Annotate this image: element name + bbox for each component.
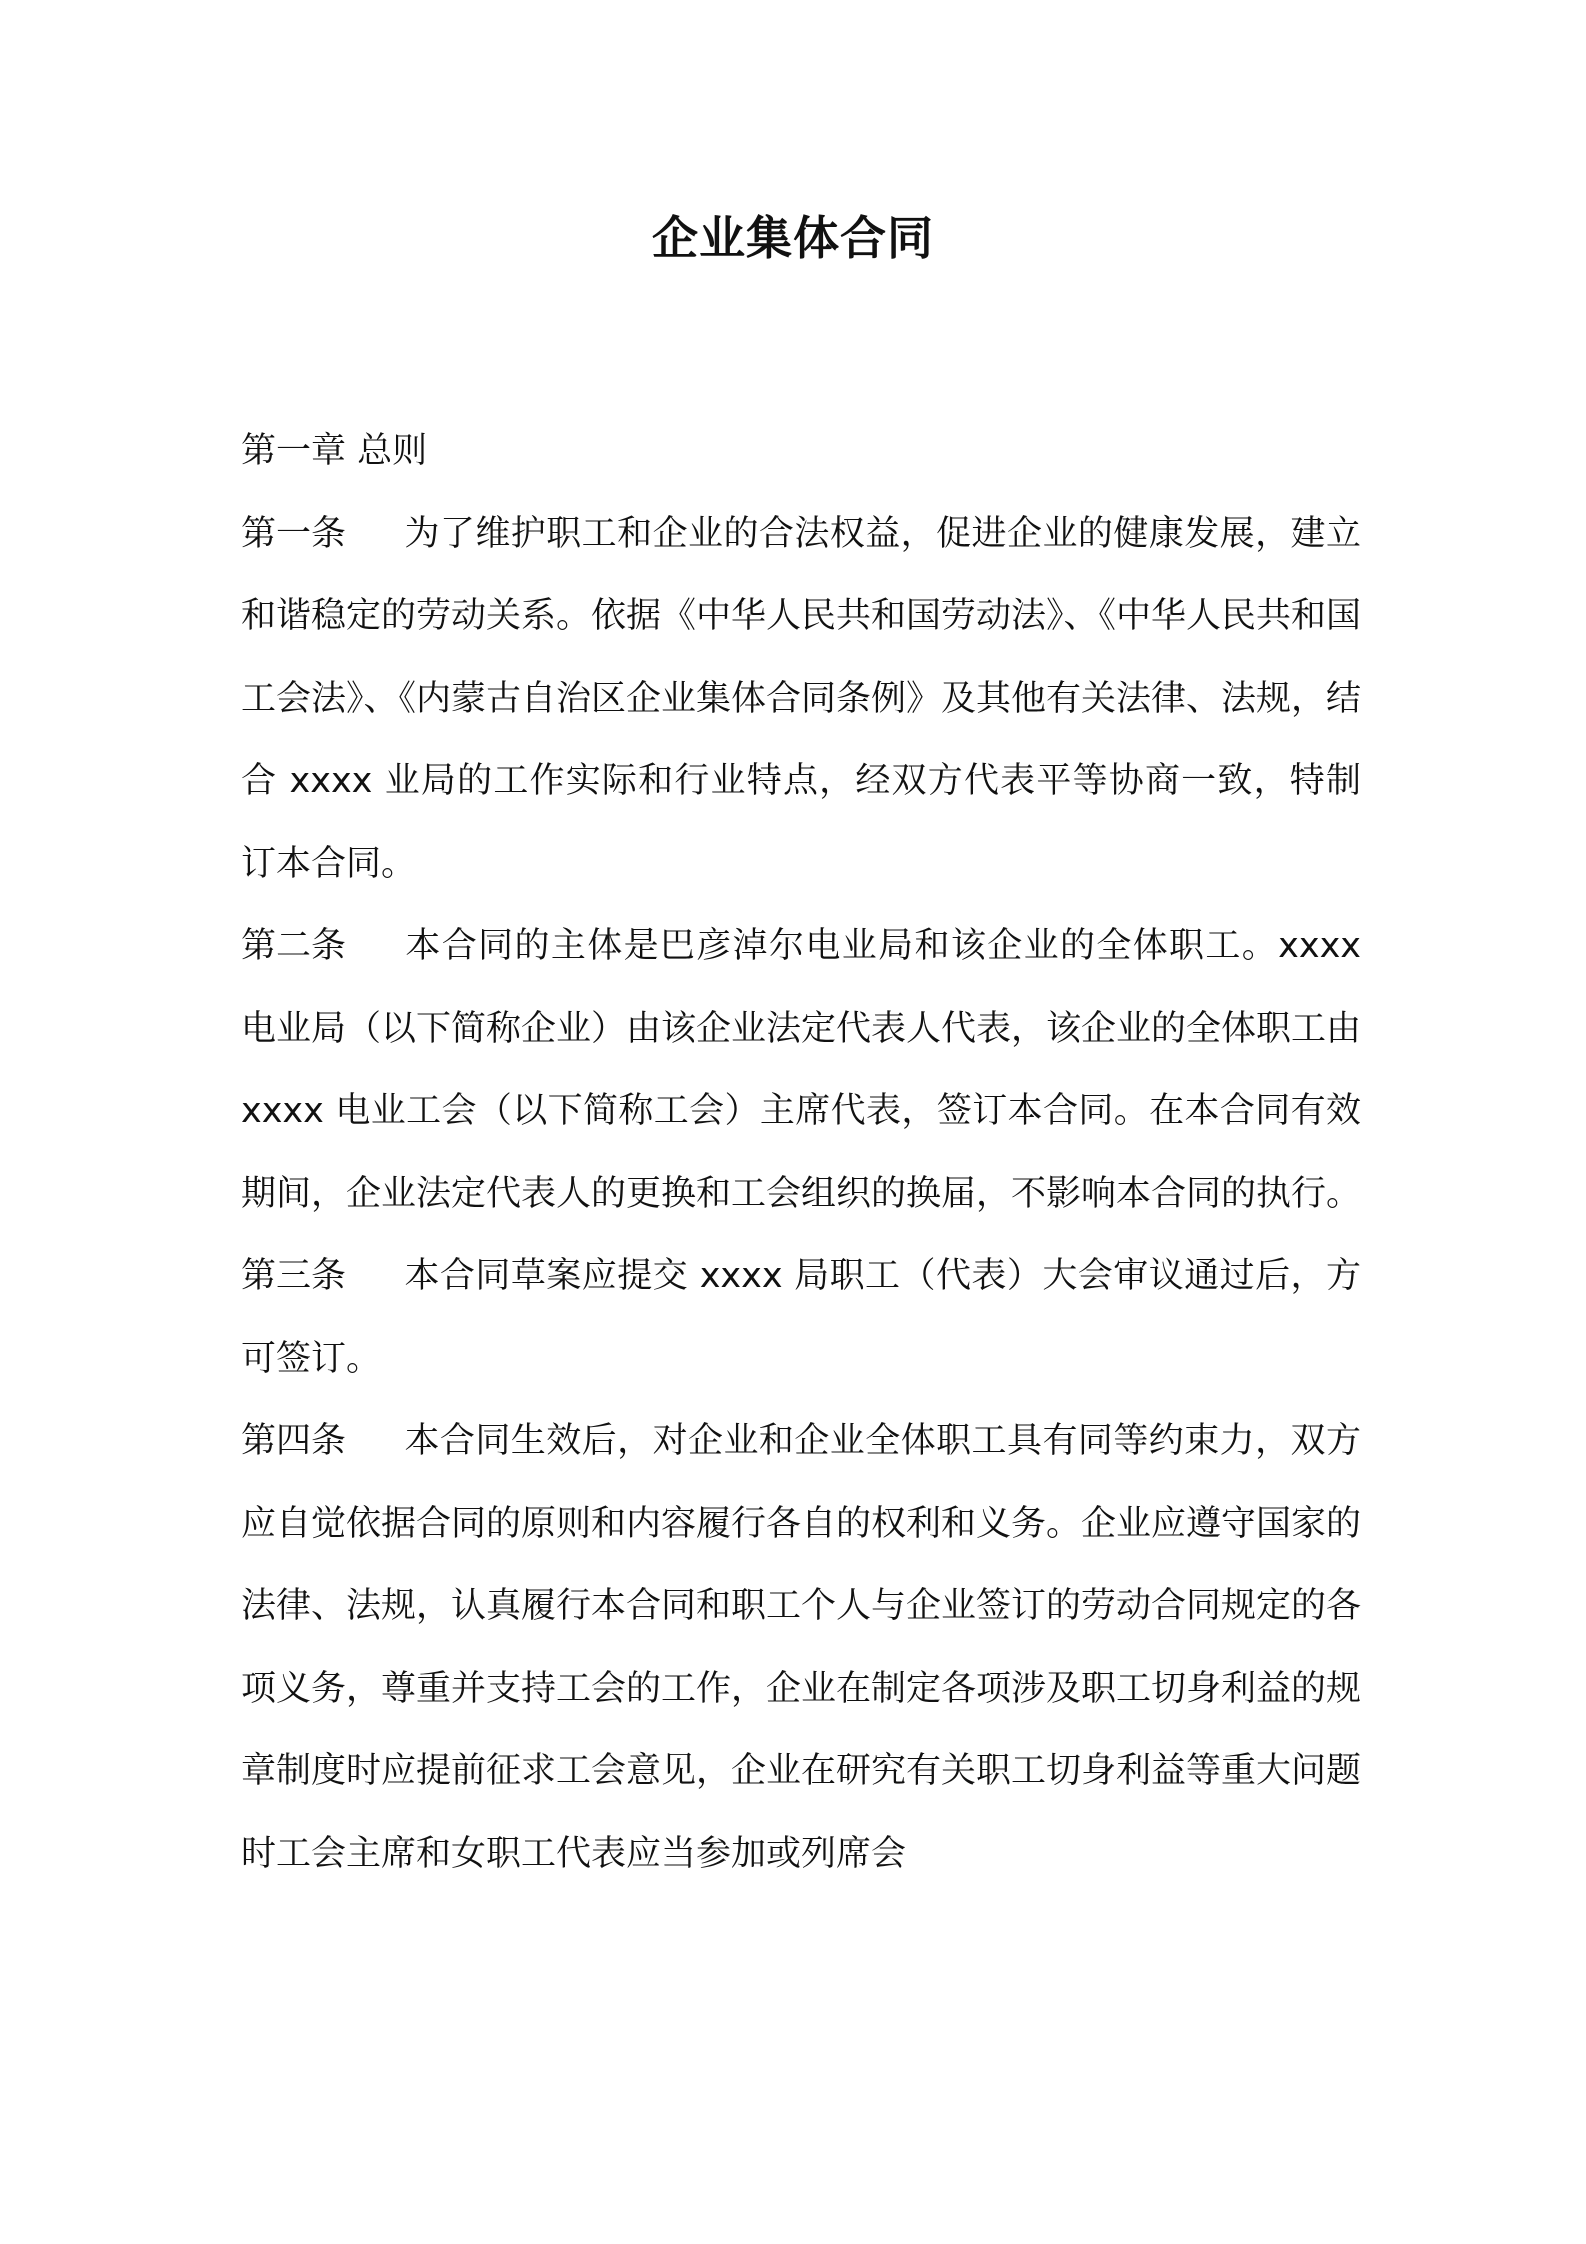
article-3: [241, 1235, 1361, 1400]
article-label: 第二条: [241, 926, 347, 966]
article-2: [241, 905, 1361, 1235]
article-text: 本合同的主体是巴彦淖尔电业局和该企业的全体职工。xxxx 电业局（以下简称企业）由该企业法定代表人代表，该企业的全体职工由 xxxx 电业工会（以下简称工会）主席代表，签订本合同。在本合同有效期间，企业法定代表人的更换和工会组织的换届，不影响本合同的执行。: [241, 926, 1362, 1214]
article-label: 第一条: [241, 513, 347, 554]
article-1: [241, 493, 1361, 906]
article-text: 本合同草案应提交 xxxx 局职工（代表）大会审议通过后，方可签订。: [241, 1256, 1361, 1379]
article-4: [241, 1400, 1361, 1895]
article-text: 为了维护职工和企业的合法权益，促进企业的健康发展，建立和谐稳定的劳动关系。依据《中华人民共和国劳动法》、《中华人民共和国工会法》、《内蒙古自治区企业集体合同条例》及其他有关法律、法规，结合 xxxx 业局的工作实际和行业特点，经双方代表平等协商一致，特制订本合同。: [241, 513, 1362, 884]
document-title: 企业集体合同: [652, 211, 934, 265]
chapter-heading: 第一章 总则: [241, 431, 428, 471]
article-text: 本合同生效后，对企业和企业全体职工具有同等约束力，双方应自觉依据合同的原则和内容履行各自的权利和义务。企业应遵守国家的法律、法规，认真履行本合同和职工个人与企业签订的劳动合同规定的各项义务，尊重并支持工会的工作，企业在制定各项涉及职工切身利益的规章制度时应提前征求工会意见，企业在研究有关职工切身利益等重大问题时工会主席和女职工代表应当参加或列席会: [241, 1421, 1362, 1874]
article-label: 第三条: [241, 1256, 347, 1296]
article-label: 第四条: [241, 1421, 347, 1461]
document-body: [241, 410, 1361, 1895]
